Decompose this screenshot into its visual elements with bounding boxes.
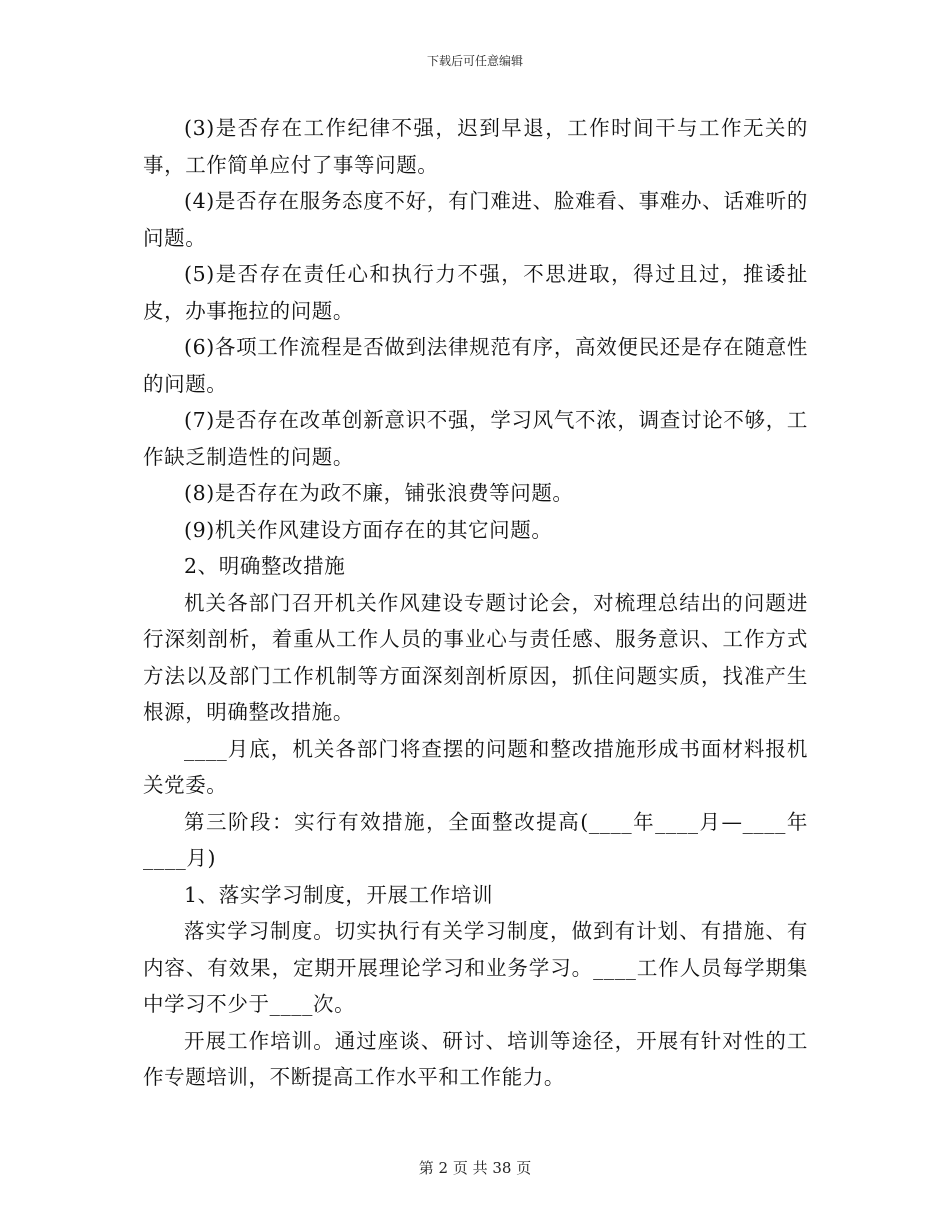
paragraph-item-6: (6)各项工作流程是否做到法律规范有序，高效便民还是存在随意性的问题。 — [143, 335, 808, 396]
paragraph-item-7: (7)是否存在改革创新意识不强，学习风气不浓，调查讨论不够，工作缺乏制造性的问题。 — [143, 408, 808, 469]
paragraph-item-3: (3)是否存在工作纪律不强，迟到早退，工作时间干与工作无关的事，工作简单应付了事等问题。 — [143, 116, 808, 177]
paragraph-training-body: 开展工作培训。通过座谈、研讨、培训等途径，开展有针对性的工作专题培训，不断提高工作水平和工作能力。 — [143, 1028, 808, 1089]
stage-three-heading: 第三阶段：实行有效措施，全面整改提高(____年____月—____年____月) — [143, 809, 808, 870]
paragraph-study-system-body: 落实学习制度。切实执行有关学习制度，做到有计划、有措施、有内容、有效果，定期开展理论学习和业务学习。____工作人员每学期集中学习不少于____次。 — [143, 919, 808, 1016]
document-body — [143, 110, 808, 1096]
paragraph-item-4: (4)是否存在服务态度不好，有门难进、脸难看、事难办、话难听的问题。 — [143, 189, 808, 250]
paragraph-item-5: (5)是否存在责任心和执行力不强，不思进取，得过且过，推诿扯皮，办事拖拉的问题。 — [143, 262, 808, 323]
section-heading-rectification: 2、明确整改措施 — [184, 554, 346, 578]
paragraph-item-9: (9)机关作风建设方面存在的其它问题。 — [184, 517, 553, 542]
page-footer: 第 2 页 共 38 页 — [418, 1159, 532, 1177]
section-heading-study-system: 1、落实学习制度，开展工作培训 — [184, 882, 494, 907]
paragraph-item-8: (8)是否存在为政不廉，铺张浪费等问题。 — [184, 481, 574, 505]
paragraph-rectification-body: 机关各部门召开机关作风建设专题讨论会，对梳理总结出的问题进行深刻剖析，着重从工作人员的事业心与责任感、服务意识、工作方式方法以及部门工作机制等方面深刻剖析原因，抓住问题实质，找准产生根源，明确整改措施。 — [143, 590, 808, 724]
paragraph-month-end-report: ____月底，机关各部门将查摆的问题和整改措施形成书面材料报机关党委。 — [143, 736, 808, 797]
page-header: 下载后可任意编辑 — [426, 54, 523, 68]
